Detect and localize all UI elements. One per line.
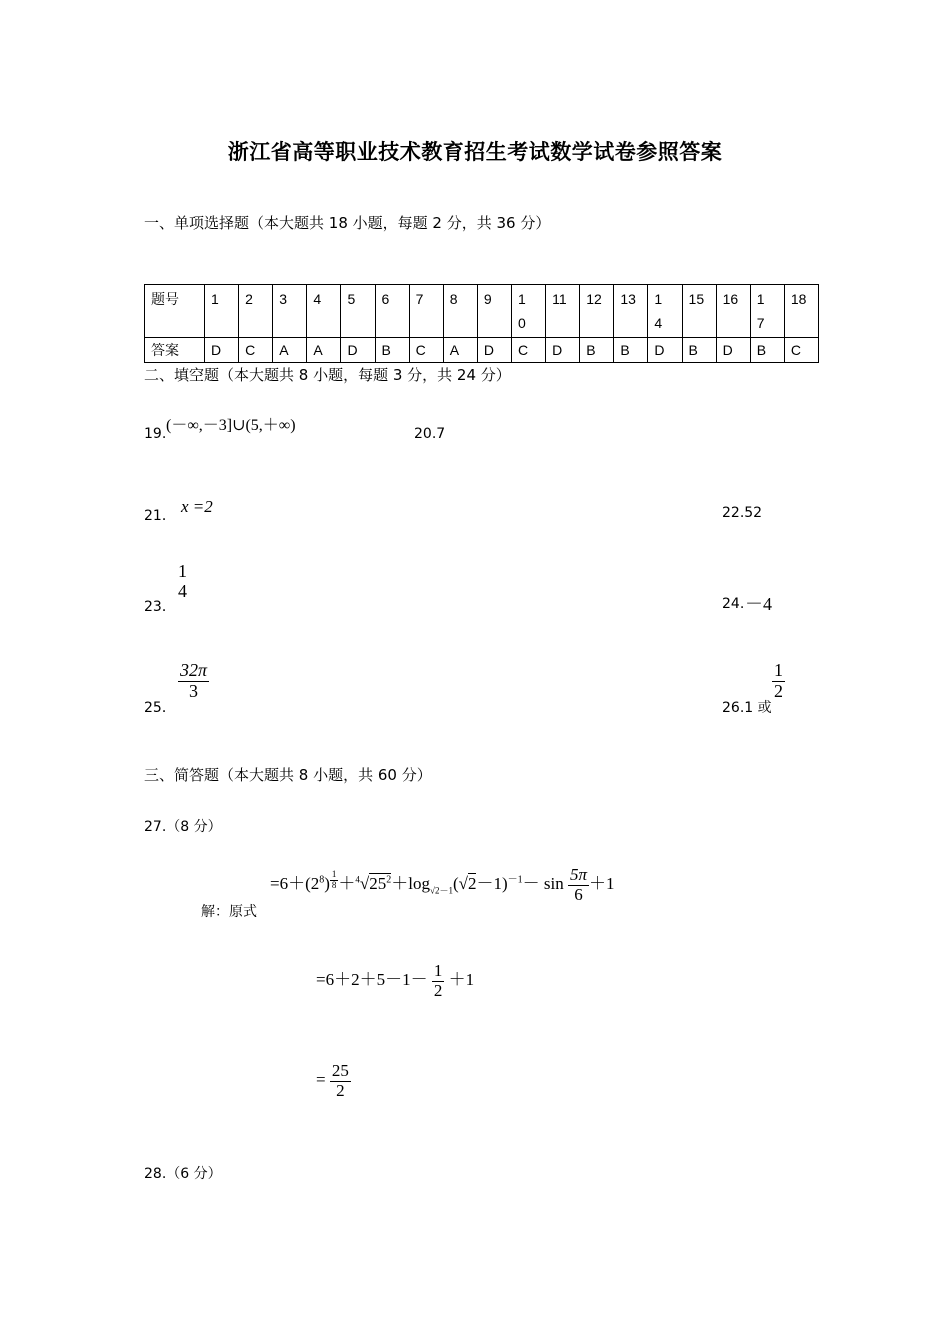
q25-denominator: 3 [178, 681, 209, 702]
q26-fraction [772, 661, 785, 702]
section-heading-fill: 二、填空题（本大题共 8 小题，每题 3 分，共 24 分） [144, 366, 511, 384]
q28-heading: 28.（6 分） [144, 1166, 222, 1182]
question-number-cell: 3 [273, 285, 307, 338]
step3-numerator: 25 [331, 1061, 349, 1080]
step2-numerator: 1 [433, 961, 443, 980]
answer-cell: B [750, 338, 784, 363]
step3-equals: = [316, 1070, 326, 1090]
section-heading-choice: 一、单项选择题（本大题共 18 小题，每题 2 分，共 36 分） [144, 214, 551, 232]
q25-numerator: 32π [180, 660, 208, 680]
answer-cell: C [784, 338, 818, 363]
answer-table [144, 284, 819, 363]
answer-cell: D [546, 338, 580, 363]
question-number-cell: 13 [614, 285, 648, 338]
q24-number: 24. [722, 596, 745, 612]
question-number-cell: 8 [443, 285, 477, 338]
q23-numerator: 1 [178, 561, 187, 581]
answer-cell: B [682, 338, 716, 363]
question-number-cell: 16 [716, 285, 750, 338]
q23-number: 23． [144, 599, 176, 615]
question-number-cell: 2 [239, 285, 273, 338]
q25-number: 25． [144, 700, 176, 716]
answer-cell: D [716, 338, 750, 363]
answer-cell: C [239, 338, 273, 363]
q25-fraction [178, 661, 209, 702]
question-number-cell: 7 [409, 285, 443, 338]
question-number-cell: 18 [784, 285, 818, 338]
solution-label: 解：原式 [201, 904, 257, 920]
answer-cell: B [614, 338, 648, 363]
question-number-cell: 1 4 [648, 285, 682, 338]
answer-cell: A [273, 338, 307, 363]
q26-number: 26.1 或 [722, 700, 772, 716]
answer-cell: D [205, 338, 239, 363]
step2-denominator: 2 [433, 980, 443, 1000]
step3-denominator: 2 [330, 1081, 351, 1101]
step3-expression [316, 1062, 351, 1100]
question-number-cell: 9 [477, 285, 511, 338]
step3-fraction [330, 1062, 351, 1100]
question-number-cell: 15 [682, 285, 716, 338]
question-number-cell: 1 [205, 285, 239, 338]
question-number-cell: 6 [375, 285, 409, 338]
q19-number: 19. [144, 426, 167, 442]
question-number-cell: 1 0 [511, 285, 545, 338]
q23-fraction [176, 562, 189, 602]
answer-cell: D [477, 338, 511, 363]
answer-cell: B [580, 338, 614, 363]
step2-expression [316, 962, 474, 1000]
question-number-cell: 1 7 [750, 285, 784, 338]
q20-answer: 20.7 [414, 426, 446, 442]
answer-cell: A [307, 338, 341, 363]
step2-fraction [432, 962, 445, 1000]
question-number-cell: 4 [307, 285, 341, 338]
page-title: 浙江省高等职业技术教育招生考试数学试卷参照答案 [227, 140, 723, 164]
q27-heading: 27.（8 分） [144, 819, 222, 835]
question-number-cell: 5 [341, 285, 375, 338]
step1-expression: $=6+(2^8)$ $^{\frac{1}{8}}$ $+^4√25^2+\log_{√2-1}(√2-1)^{-1}- \sin$ $\frac{5\pi}{6}$ ＋1 [270, 865, 615, 904]
q23-denominator: 4 [178, 580, 187, 601]
answer-cell: B [375, 338, 409, 363]
answer-cell: A [443, 338, 477, 363]
answer-cell: C [409, 338, 443, 363]
q21-number: 21． [144, 508, 176, 524]
q26-denominator: 2 [774, 680, 783, 701]
table-header-label: 题号 [145, 285, 205, 338]
answer-cell: D [341, 338, 375, 363]
q19-answer: (－∞,－3]∪(5,＋∞) [166, 417, 296, 434]
q21-answer: x =2 [181, 497, 213, 516]
q22-answer: 22.52 [722, 505, 763, 521]
step2-text: =6＋2＋5－1－ [316, 970, 428, 990]
step2-tail: ＋1 [448, 970, 475, 990]
answer-cell: D [648, 338, 682, 363]
answer-cell: C [511, 338, 545, 363]
section-heading-short-answer: 三、简答题（本大题共 8 小题，共 60 分） [144, 766, 432, 784]
question-number-cell: 12 [580, 285, 614, 338]
q26-numerator: 1 [774, 660, 783, 680]
question-number-cell: 11 [546, 285, 580, 338]
q24-answer: －4 [745, 594, 772, 614]
table-answer-label: 答案 [145, 338, 205, 363]
